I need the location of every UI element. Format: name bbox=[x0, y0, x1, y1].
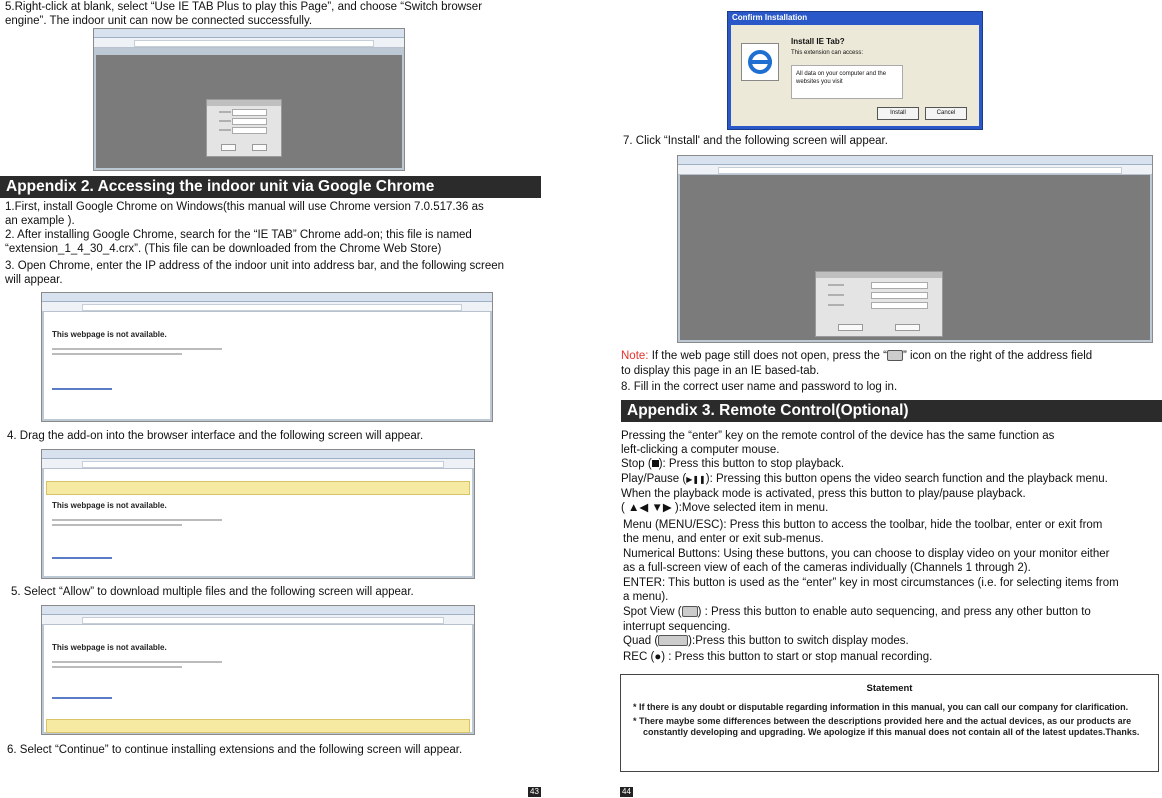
quad-line: Quad ( ):Press this button to switch display modes. bbox=[623, 635, 909, 647]
play-line: Play/Pause (▶❚❚): Pressing this button opens the video search function and the playback menu. bbox=[621, 473, 1108, 485]
rc-line1: Pressing the “enter” key on the remote control of the device has the same function as bbox=[621, 430, 1055, 442]
page-number-right: 44 bbox=[622, 787, 631, 796]
step-3: 3. Open Chrome, enter the IP address of the indoor unit into address bar, and the following screen bbox=[5, 260, 505, 272]
spot-line2: interrupt sequencing. bbox=[623, 621, 731, 633]
statement-item: * If there is any doubt or disputable regarding information in this manual, you can call our company for clarification. bbox=[633, 702, 1129, 712]
step-8: 8. Fill in the correct user name and password to log in. bbox=[621, 381, 898, 393]
rc-line2: left-clicking a computer mouse. bbox=[621, 444, 780, 456]
play-pause-icon: ▶❚❚ bbox=[686, 475, 706, 484]
menu-line4: as a full-screen view of each of the cameras individually (Channels 1 through 2). bbox=[623, 562, 1031, 574]
statement-item: * There maybe some differences between the descriptions provided here and the actual devices, as our products are constantly developing and upgrading. We apologize if this manual does not contain all of the latest updates.Thanks. bbox=[633, 715, 1140, 737]
step-3-cont: will appear. bbox=[5, 274, 63, 286]
appendix2-header: Appendix 2. Accessing the indoor unit via Google Chrome bbox=[0, 176, 541, 198]
note-line1: Note: If the web page still does not open, press the “ ” icon on the right of the address field bbox=[621, 350, 1093, 362]
error-title: This webpage is not available. bbox=[52, 330, 167, 339]
menu-line6: a menu). bbox=[623, 591, 669, 603]
play-line2: When the playback mode is activated, press this button to play/pause playback. bbox=[621, 488, 1026, 500]
step-1-cont: an example ). bbox=[5, 215, 75, 227]
screenshot-chrome-continue: This webpage is not available. bbox=[41, 605, 475, 735]
step-1: 1.First, install Google Chrome on Windows(this manual will use Chrome version 7.0.517.36 as bbox=[5, 201, 484, 213]
cancel-button[interactable]: Cancel bbox=[925, 107, 967, 120]
menu-line1: Menu (MENU/ESC): Press this button to access the toolbar, hide the toolbar, enter or exit from bbox=[623, 519, 1103, 531]
step-2: 2. After installing Google Chrome, search for the “IE TAB” Chrome add-on; this file is named bbox=[5, 229, 472, 241]
appendix3-header: Appendix 3. Remote Control(Optional) bbox=[621, 400, 1162, 422]
step5-line1: 5.Right-click at blank, select “Use IE TAB Plus to play this Page”, and choose “Switch browser bbox=[5, 1, 483, 13]
screenshot-chrome-error bbox=[41, 292, 493, 422]
dialog-body: All data on your computer and the websites you visit bbox=[791, 65, 903, 99]
menu-line5: ENTER: This button is used as the “enter” key in most circumstances (i.e. for selecting items from bbox=[623, 577, 1119, 589]
statement-box bbox=[620, 674, 1159, 772]
quad-icon bbox=[658, 635, 688, 646]
screenshot-chrome-allow: This webpage is not available. bbox=[41, 449, 475, 579]
rec-icon: ● bbox=[654, 651, 662, 663]
spot-line: Spot View ( ) : Press this button to enable auto sequencing, and press any other button to bbox=[623, 606, 1091, 618]
step-2-cont: “extension_1_4_30_4.crx”. (This file can be downloaded from the Chrome Web Store) bbox=[5, 243, 442, 255]
dialog-heading: Install IE Tab? bbox=[791, 37, 845, 46]
screenshot-ie-login bbox=[93, 28, 405, 171]
rec-line: REC (●) : Press this button to start or stop manual recording. bbox=[623, 651, 933, 663]
caption-4: 4. Drag the add-on into the browser interface and the following screen will appear. bbox=[7, 430, 424, 442]
ie-tab-icon bbox=[887, 350, 903, 361]
caption-7: 7. Click “Install' and the following screen will appear. bbox=[623, 135, 888, 147]
note-label: Note: bbox=[621, 350, 649, 362]
stop-line: Stop ( ): Press this button to stop playback. bbox=[621, 458, 845, 470]
dialog-sub: This extension can access: bbox=[791, 50, 864, 56]
spot-view-icon bbox=[682, 606, 698, 617]
screenshot-chrome-login bbox=[677, 155, 1153, 343]
statement-title: Statement bbox=[866, 683, 913, 694]
install-button[interactable]: Install bbox=[877, 107, 919, 120]
dialog-title: Confirm Installation bbox=[732, 13, 808, 22]
menu-line3: Numerical Buttons: Using these buttons, you can choose to display video on your monitor either bbox=[623, 548, 1110, 560]
ie-logo-icon bbox=[741, 43, 779, 81]
arrows-line: ( ▲◀ ▼▶ ):Move selected item in menu. bbox=[621, 502, 829, 514]
caption-5: 5. Select “Allow” to download multiple files and the following screen will appear. bbox=[11, 586, 414, 598]
step5-line2: engine”. The indoor unit can now be connected successfully. bbox=[5, 15, 313, 27]
note-line2: to display this page in an IE based-tab. bbox=[621, 365, 820, 377]
confirm-install-dialog bbox=[727, 11, 983, 130]
caption-6: 6. Select “Continue” to continue installing extensions and the following screen will appear. bbox=[7, 744, 463, 756]
menu-line2: the menu, and enter or exit sub-menus. bbox=[623, 533, 824, 545]
stop-icon bbox=[652, 460, 659, 467]
page-number-left: 43 bbox=[530, 787, 539, 796]
